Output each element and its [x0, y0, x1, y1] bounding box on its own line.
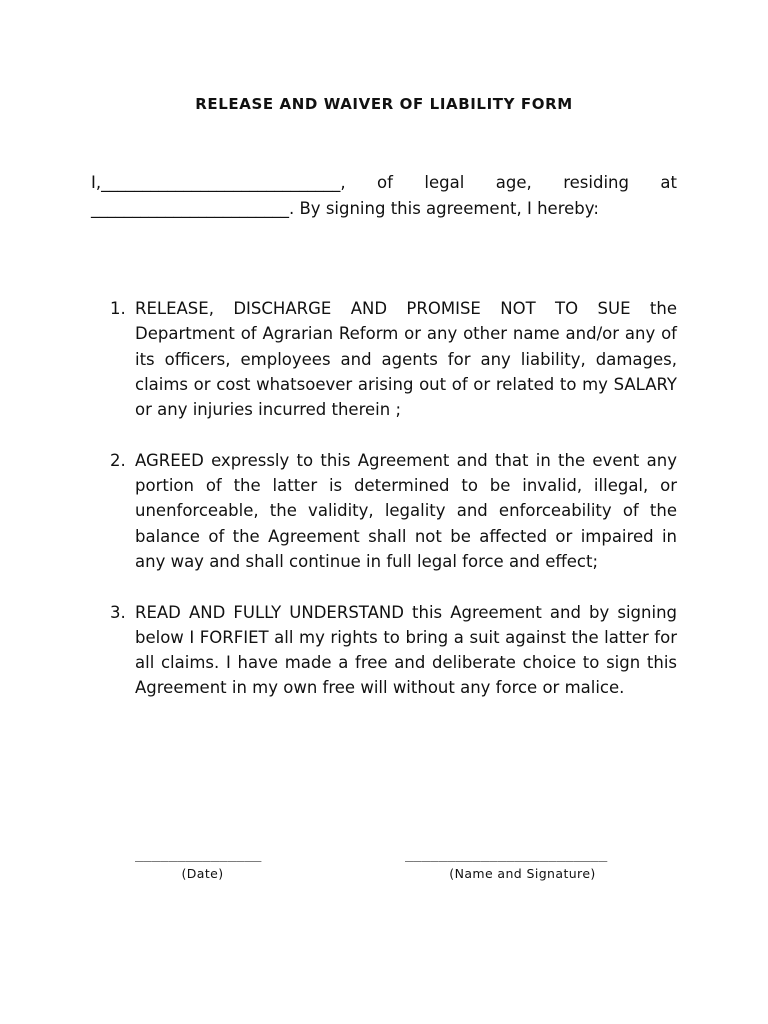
clause-item-2 [110, 448, 677, 574]
clause-list [110, 296, 677, 726]
clause-number: 3. [110, 602, 126, 622]
name-signature-line: ________________________ [405, 846, 608, 862]
clause-item-1 [110, 296, 677, 422]
clause-number: 1. [110, 299, 126, 318]
clause-text: AGREED expressly to this Agreement and that in the event any portion of the latter is determined to be invalid, illegal, or unenforceable, the validity, legality and enforceability of the balance of the Agreement shall not be affected or impaired in any way and shall continue in full legal force and effect; [135, 450, 677, 571]
date-label: (Date) [181, 866, 224, 881]
clause-text: READ AND FULLY UNDERSTAND this Agreement and by signing below I FORFIET all my rights to bring a suit against the latter for all claims. I have made a free and deliberate choice to sign this Agreement in my own free will without any force or malice. [135, 602, 677, 698]
clause-number: 2. [110, 450, 126, 470]
intro-paragraph: I,_____________________________, of legal age, residing at ________________________. By signing this agreement, I hereby: [91, 173, 677, 218]
name-signature-label: (Name and Signature) [449, 866, 596, 881]
date-signature-line: _______________ [135, 846, 262, 862]
clause-text: RELEASE, DISCHARGE AND PROMISE NOT TO SUE the Department of Agrarian Reform or any other name and/or any of its officers, employees and agents for any liability, damages, claims or cost whatsoever arising out of or related to my SALARY or any injuries incurred therein ; [135, 299, 677, 420]
document-title: RELEASE AND WAIVER OF LIABILITY FORM [195, 95, 573, 113]
clause-item-3 [110, 600, 677, 701]
